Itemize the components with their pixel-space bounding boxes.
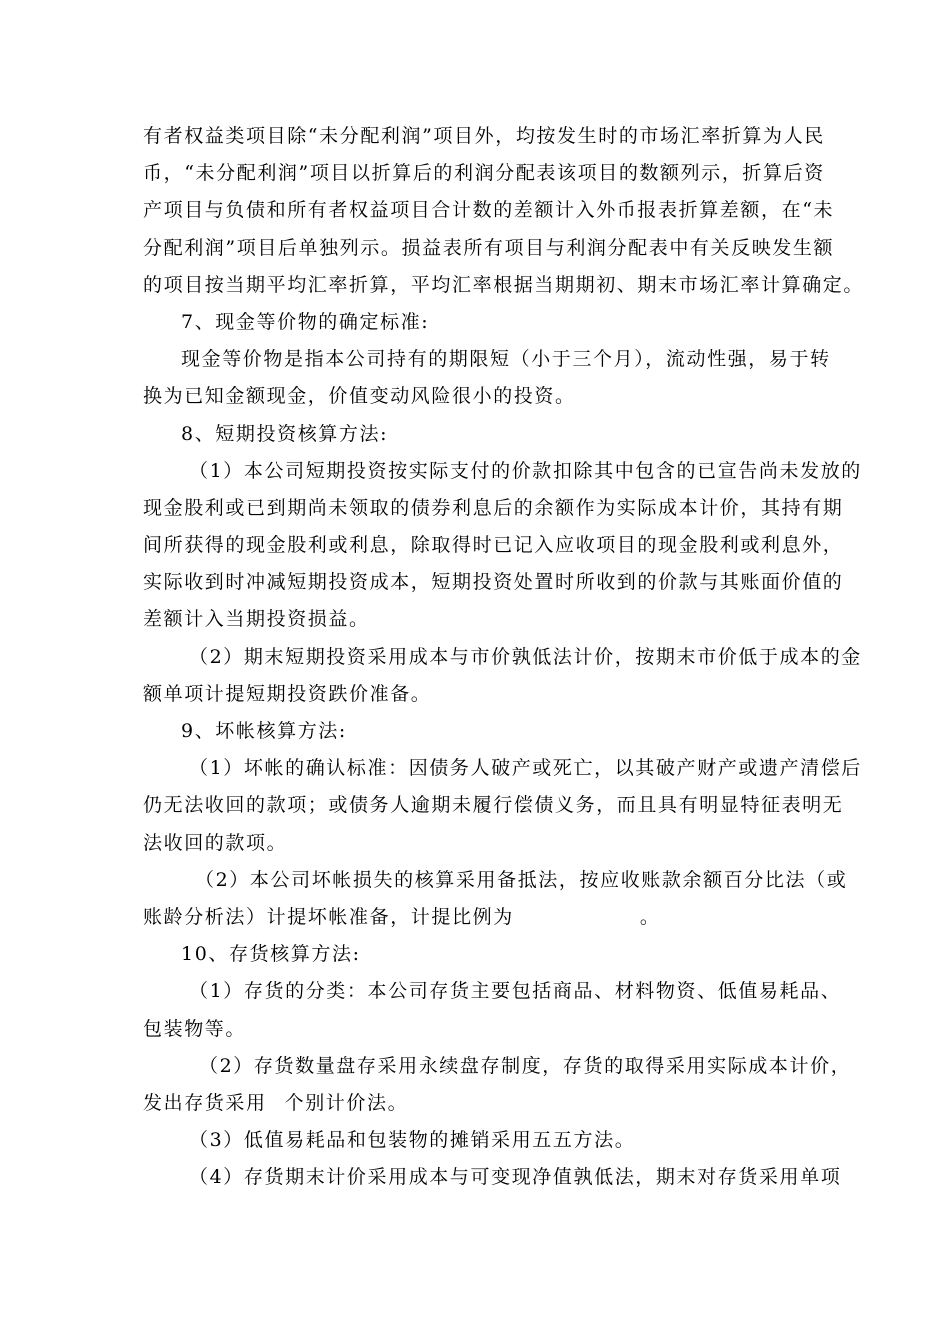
text-line: 额单项计提短期投资跌价准备。 [143, 682, 432, 705]
text-line: 现金等价物是指本公司持有的期限短（小于三个月），流动性强，易于转 [181, 348, 831, 371]
text-fragment: 。 [639, 905, 661, 928]
text-line [143, 1085, 808, 1122]
text-line: 币，“未分配利润”项目以折算后的利润分配表该项目的数额列示，折算后资 [143, 162, 825, 185]
text-line: （1）本公司短期投资按实际支付的价款扣除其中包含的已宣告尚未发放的 [189, 459, 862, 482]
text-line: 的项目按当期平均汇率折算，平均汇率根据当期期初、期末市场汇率计算确定。 [143, 273, 865, 296]
document-page [143, 118, 865, 1196]
section-heading: 8、短期投资核算方法: [181, 422, 389, 445]
text-line: 包装物等。 [143, 1017, 247, 1040]
text-line: （3）低值易耗品和包装物的摊销采用五五方法。 [189, 1129, 636, 1152]
text-fragment: 个别计价法。 [284, 1091, 409, 1114]
text-fragment: 发出存货采用 [143, 1091, 267, 1114]
text-line: 实际收到时冲减短期投资成本，短期投资处置时所收到的价款与其账面价值的 [143, 571, 844, 594]
text-line: 有者权益类项目除“未分配利润”项目外，均按发生时的市场汇率折算为人民 [143, 125, 825, 147]
section-heading: 7、现金等价物的确定标准: [181, 310, 430, 333]
text-line: 现金股利或已到期尚未领取的债券利息后的余额作为实际成本计价，其持有期 [143, 496, 844, 519]
text-line [143, 899, 808, 936]
section-heading: 9、坏帐核算方法: [181, 720, 347, 742]
text-line: 分配利润”项目后单独列示。损益表所有项目与利润分配表中有关反映发生额 [143, 236, 835, 259]
text-line: 仍无法收回的款项；或债务人逾期未履行偿债义务，而且具有明显特征表明无 [143, 794, 844, 817]
text-line: （2）存货数量盘存采用永续盘存制度，存货的取得采用实际成本计价， [199, 1054, 852, 1077]
text-line: （4）存货期末计价采用成本与可变现净值孰低法，期末对存货采用单项 [189, 1166, 842, 1189]
text-fragment: 账龄分析法）计提坏帐准备，计提比例为 [143, 905, 514, 928]
text-line: 产项目与负债和所有者权益项目合计数的差额计入外币报表折算差额，在“未 [143, 199, 835, 222]
text-line: 换为已知金额现金，价值变动风险很小的投资。 [143, 385, 576, 408]
text-line: （2）本公司坏帐损失的核算采用备抵法，按应收账款余额百分比法（或 [195, 868, 848, 891]
section-heading: 10、存货核算方法: [181, 943, 361, 966]
text-line: 间所获得的现金股利或利息，除取得时已记入应收项目的现金股利或利息外， [143, 534, 844, 557]
text-line: （2）期末短期投资采用成本与市价孰低法计价，按期末市价低于成本的金 [189, 645, 862, 668]
text-line: （1）坏帐的确认标准：因债务人破产或死亡，以其破产财产或遗产清偿后 [189, 757, 862, 780]
text-line: 法收回的款项。 [143, 831, 288, 854]
text-line: 差额计入当期投资损益。 [143, 608, 370, 631]
text-line: （1）存货的分类：本公司存货主要包括商品、材料物资、低值易耗品、 [189, 980, 842, 1003]
